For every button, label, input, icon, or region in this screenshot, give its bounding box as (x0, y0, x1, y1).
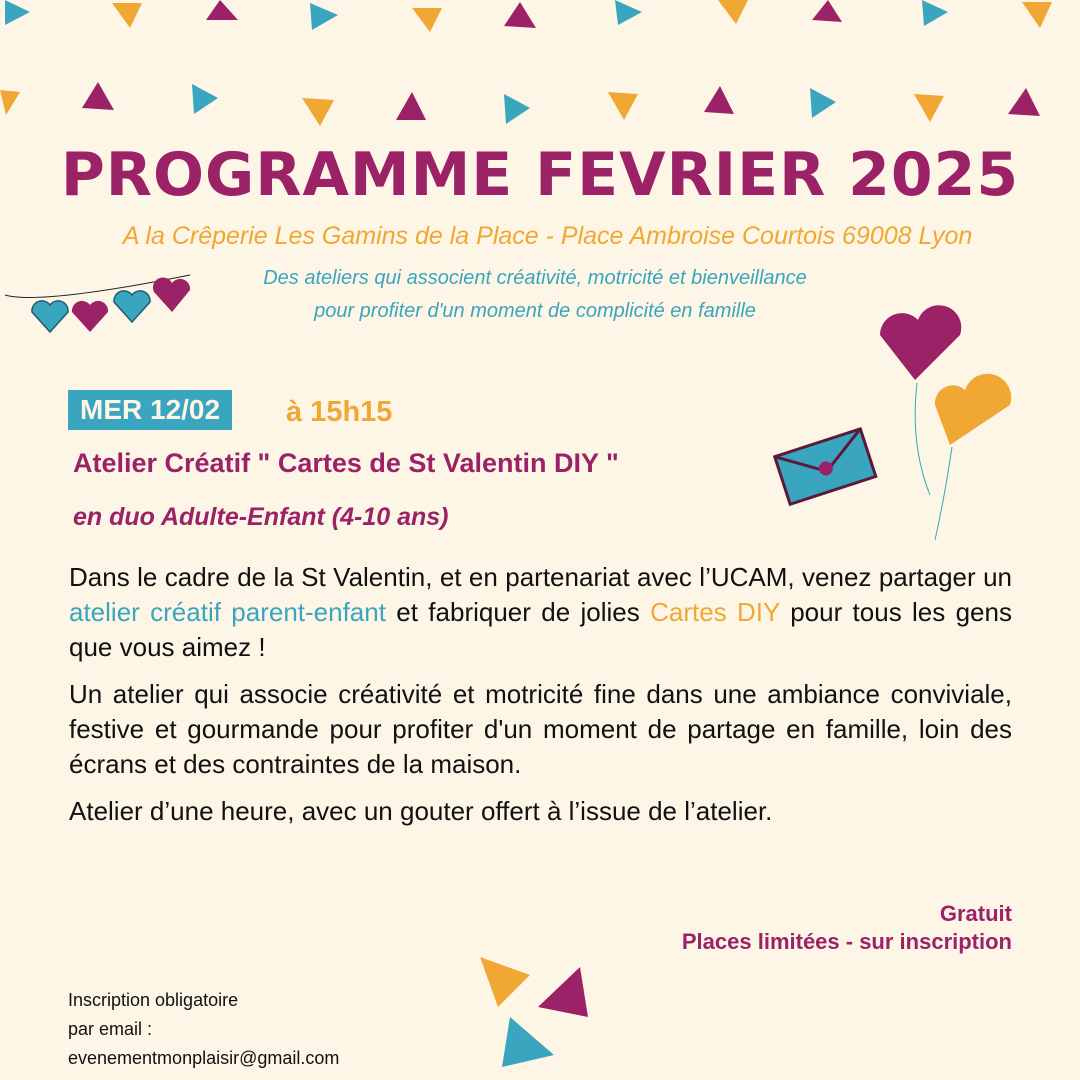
text: et fabriquer de jolies (385, 597, 651, 627)
triangle-decoration-icon (0, 0, 1080, 140)
balloons-envelope-icon (770, 295, 1020, 545)
price: Gratuit (939, 901, 1012, 926)
venue-address: A la Crêperie Les Gamins de la Place - Place Ambroise Courtois 69008 Lyon (122, 222, 973, 250)
description-paragraph-3: Atelier d’une heure, avec un gouter offert à l’issue de l’atelier. (69, 796, 773, 826)
event-title: Atelier Créatif " Cartes de St Valentin DIY " (73, 448, 619, 478)
text: Dans le cadre de la St Valentin, et en partenariat avec l’UCAM, venez partager un (69, 562, 1012, 592)
triangle-decoration-icon (478, 955, 593, 1075)
event-date-badge: MER 12/02 (68, 390, 232, 430)
contact-line-1: Inscription obligatoire (68, 990, 239, 1010)
contact-line-2: par email : (68, 1019, 153, 1039)
contact-email[interactable]: evenementmonplaisir@gmail.com (68, 1048, 340, 1068)
event-subtitle: en duo Adulte-Enfant (4-10 ans) (73, 503, 449, 531)
description-paragraph-2: Un atelier qui associe créativité et motricité fine dans une ambiance conviviale, festive et gourmande pour profiter d'un moment de partage en famille, loin des écrans et des contraintes de la maison. (69, 679, 1012, 779)
tagline-line-2: pour profiter d'un moment de complicité en famille (314, 300, 756, 322)
description-paragraph-1 (69, 560, 1012, 665)
contact-info (68, 986, 339, 1073)
highlight-text: atelier créatif parent-enfant (69, 597, 386, 627)
text: pour tous les gens que vous aimez ! (69, 597, 1012, 662)
event-description (69, 560, 1012, 841)
highlight-text: Cartes DIY (650, 597, 780, 627)
page-title: PROGRAMME FEVRIER 2025 (60, 140, 1020, 210)
places-info: Places limitées - sur inscription (681, 929, 1012, 954)
pricing-info (682, 900, 1012, 956)
event-time: à 15h15 (286, 396, 393, 428)
tagline-line-1: Des ateliers qui associent créativité, motricité et bienveillance (263, 267, 807, 289)
heart-garland-icon (0, 250, 215, 345)
